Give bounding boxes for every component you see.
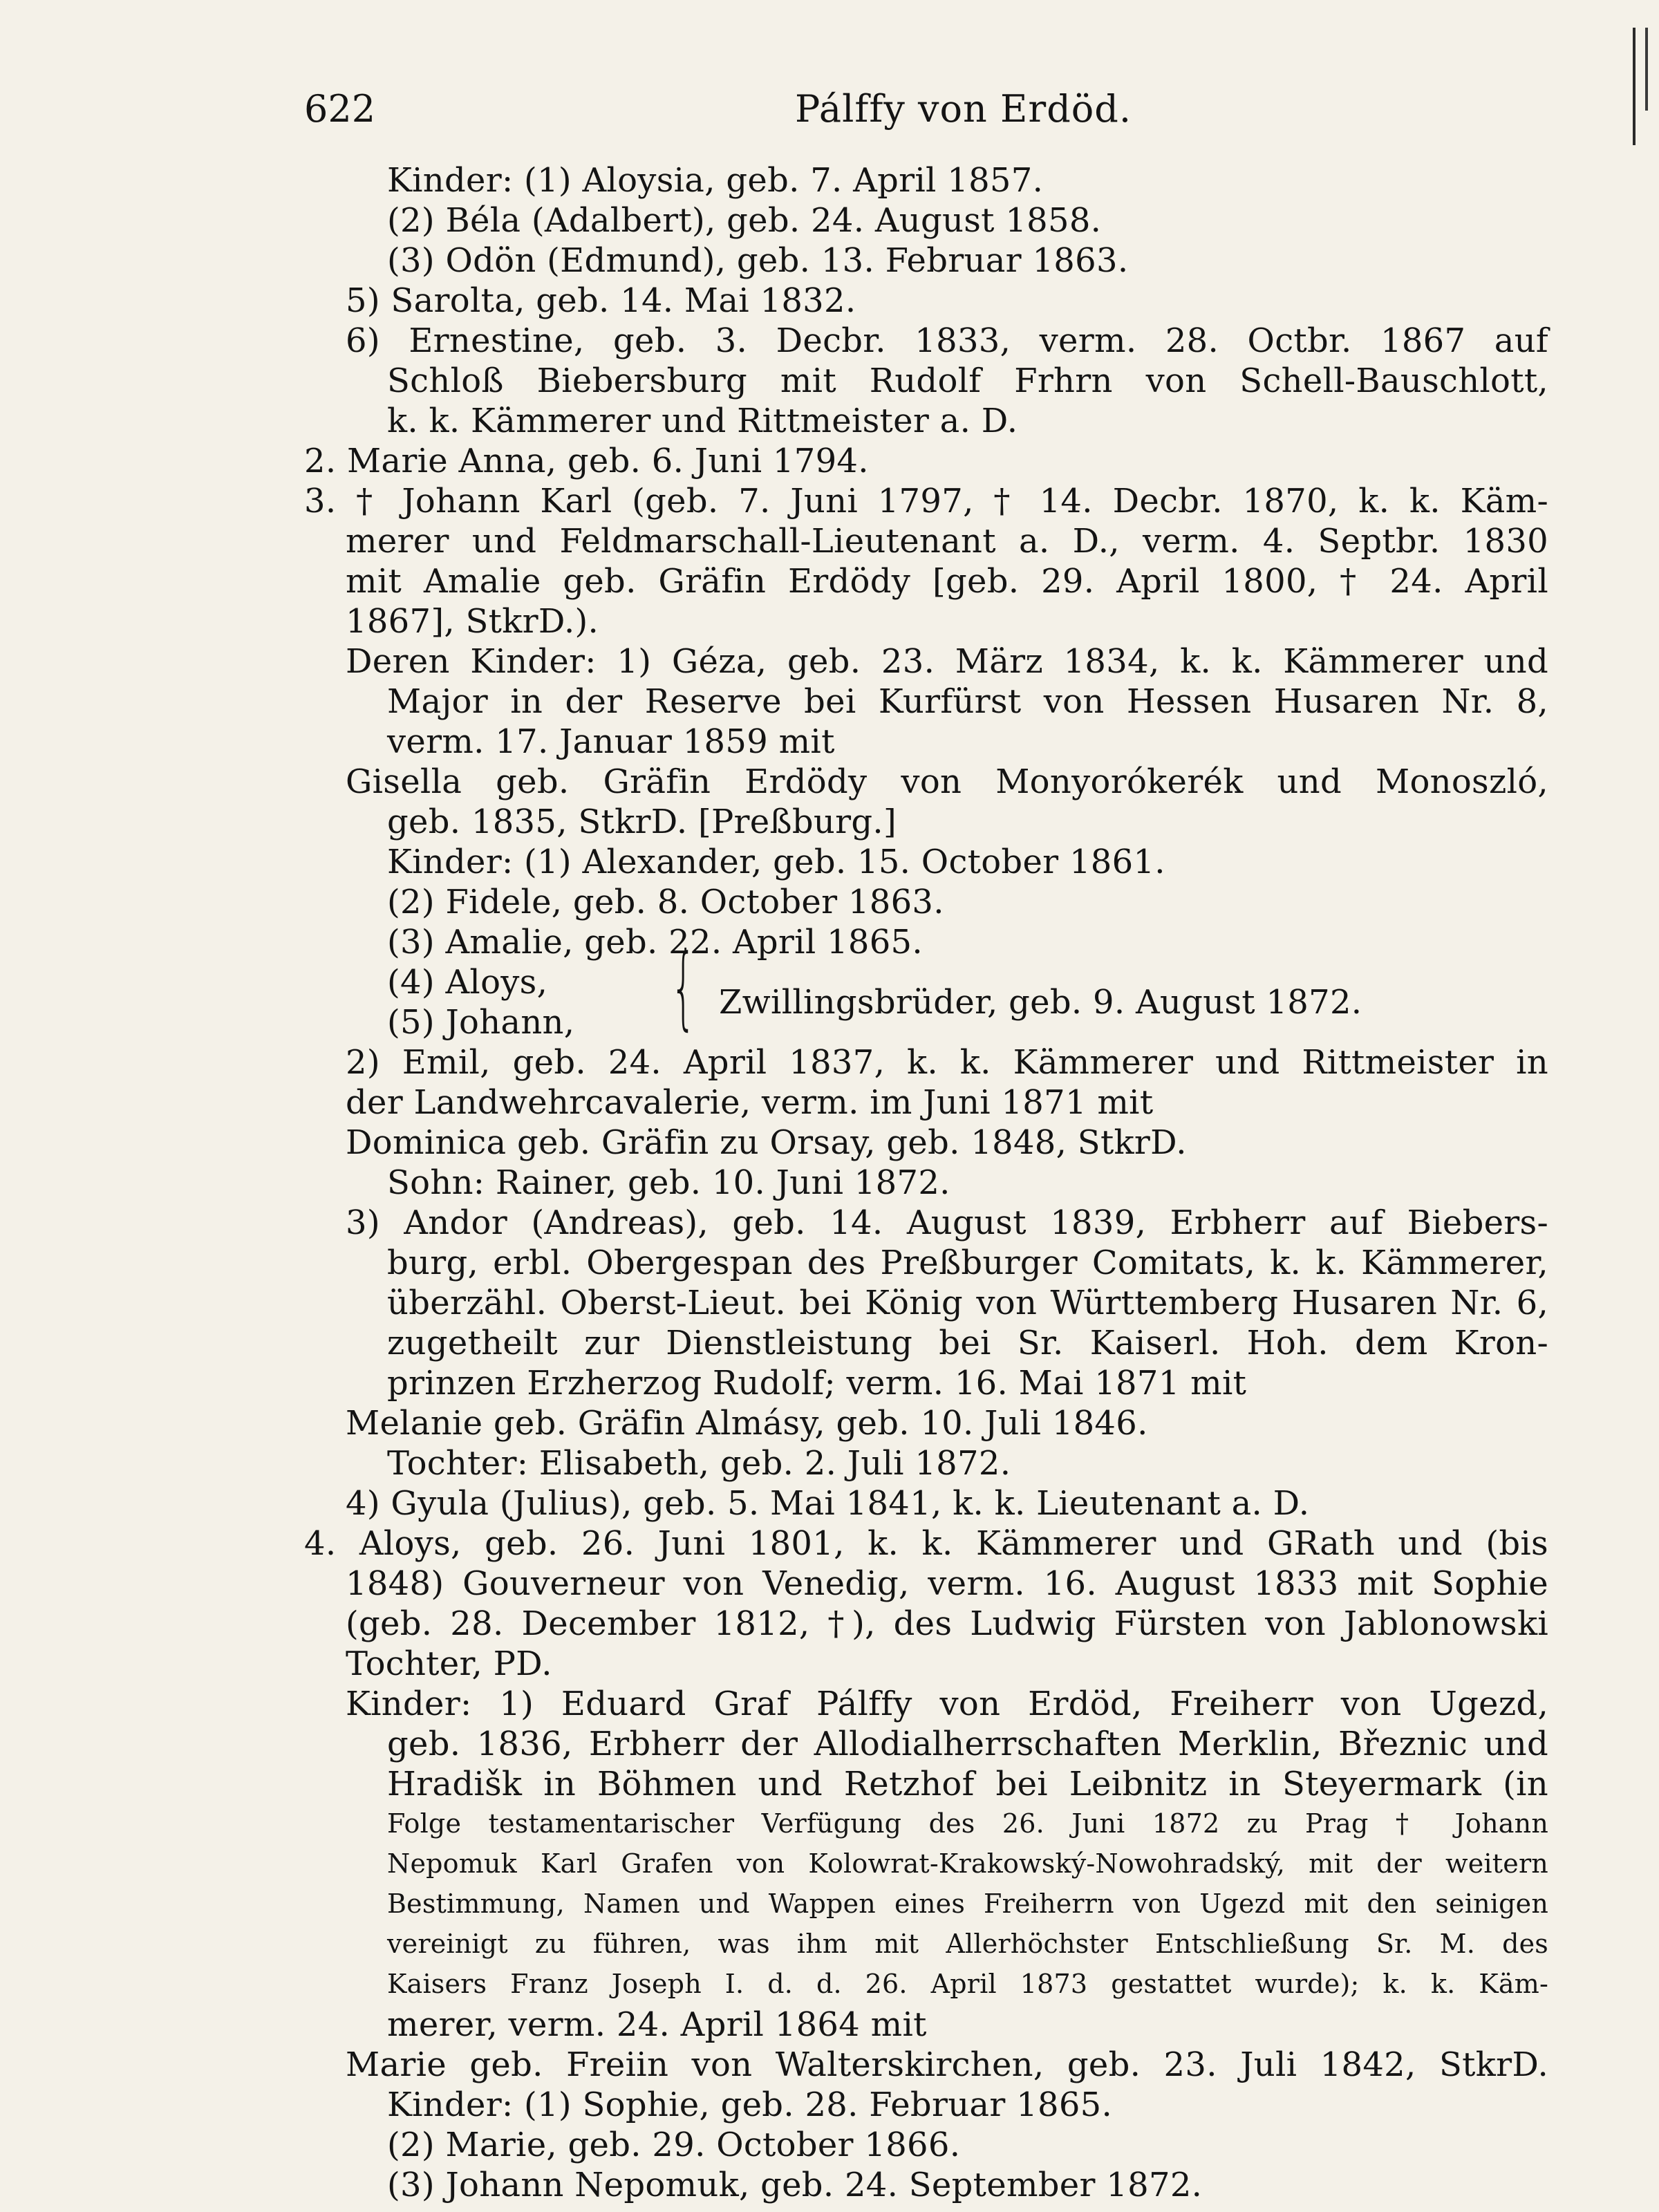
text-line: 4. Aloys, geb. 26. Juni 1801, k. k. Kämmerer und GRath und (bis [304,1524,1548,1563]
text-line: Folge testamentarischer Verfügung des 26. Juni 1872 zu Prag † Johann [387,1808,1548,1839]
text-line: 5) Sarolta, geb. 14. Mai 1832. [346,281,856,320]
text-line: Tochter, PD. [346,1644,552,1683]
text-line: (3) Johann Nepomuk, geb. 24. September 1872. [387,2166,1203,2204]
text-line: 2) Emil, geb. 24. April 1837, k. k. Kämmerer und Rittmeister in [346,1043,1548,1082]
text-line: geb. 1836, Erbherr der Allodialherrschaften Merklin, Březnic und [387,1725,1548,1763]
text-line: 4) Gyula (Julius), geb. 5. Mai 1841, k. k. Lieutenant a. D. [346,1484,1310,1523]
text-line: Deren Kinder: 1) Géza, geb. 23. März 1834, k. k. Kämmerer und [346,642,1548,681]
text-line: Gisella geb. Gräfin Erdödy von Monyorókerék und Monoszló, [346,762,1548,801]
page-edge-mark [1645,28,1648,111]
text-line: Melanie geb. Gräfin Almásy, geb. 10. Juli 1846. [346,1404,1148,1443]
page-number: 622 [304,87,376,131]
text-line: Kinder: (1) Alexander, geb. 15. October 1861. [387,843,1165,881]
text-line: (2) Marie, geb. 29. October 1866. [387,2126,961,2164]
text-line: zugetheilt zur Dienstleistung bei Sr. Kaiserl. Hoh. dem Kron- [387,1324,1548,1362]
text-line: Kinder: 1) Eduard Graf Pálffy von Erdöd, Freiherr von Ugezd, [346,1685,1548,1723]
running-title: Pálffy von Erdöd. [795,87,1132,131]
text-line: (2) Fidele, geb. 8. October 1863. [387,883,944,921]
text-line: k. k. Kämmerer und Rittmeister a. D. [387,402,1018,440]
text-line: merer und Feldmarschall-Lieutenant a. D., verm. 4. Septbr. 1830 [346,522,1548,561]
text-line: Major in der Reserve bei Kurfürst von Hessen Husaren Nr. 8, [387,682,1548,721]
text-line: Tochter: Elisabeth, geb. 2. Juli 1872. [387,1444,1011,1483]
text-line: Kaisers Franz Joseph I. d. d. 26. April 1873 gestattet wurde); k. k. Käm- [387,1969,1548,1999]
text-line: Dominica geb. Gräfin zu Orsay, geb. 1848, StkrD. [346,1123,1187,1162]
page-edge-mark [1633,28,1635,145]
text-line: 1867], StkrD.). [346,602,599,641]
text-line: (4) Aloys, [387,963,548,1002]
text-line: 2. Marie Anna, geb. 6. Juni 1794. [304,442,869,480]
text-line: Zwillingsbrüder, geb. 9. August 1872. [719,983,1362,1022]
text-line: Hradišk in Böhmen und Retzhof bei Leibnitz in Steyermark (in [387,1765,1548,1803]
text-line: (3) Odön (Edmund), geb. 13. Februar 1863. [387,241,1129,280]
text-line: (5) Johann, [387,1003,575,1042]
text-line: 6) Ernestine, geb. 3. Decbr. 1833, verm. 28. Octbr. 1867 auf [346,321,1548,360]
text-line: Bestimmung, Namen und Wappen eines Freiherrn von Ugezd mit den seinigen [387,1888,1548,1919]
text-line: 3) Andor (Andreas), geb. 14. August 1839, Erbherr auf Biebers- [346,1203,1548,1242]
text-line: der Landwehrcavalerie, verm. im Juni 1871 mit [346,1083,1154,1122]
text-line: Sohn: Rainer, geb. 10. Juni 1872. [387,1163,950,1202]
text-line: geb. 1835, StkrD. [Preßburg.] [387,803,897,841]
text-line: merer, verm. 24. April 1864 mit [387,2005,927,2044]
text-line: (geb. 28. December 1812, †), des Ludwig Fürsten von Jablonowski [346,1604,1548,1643]
text-line: Nepomuk Karl Grafen von Kolowrat-Krakowský-Nowohradský, mit der weitern [387,1848,1548,1879]
text-line: prinzen Erzherzog Rudolf; verm. 16. Mai 1871 mit [387,1364,1247,1403]
twin-brace-mark: { [671,935,697,1040]
text-line: (3) Amalie, geb. 22. April 1865. [387,923,923,962]
text-line: vereinigt zu führen, was ihm mit Allerhöchster Entschließung Sr. M. des [387,1929,1548,1959]
text-line: (2) Béla (Adalbert), geb. 24. August 1858. [387,201,1102,240]
text-line: 1848) Gouverneur von Venedig, verm. 16. August 1833 mit Sophie [346,1564,1548,1603]
text-line: 3. † Johann Karl (geb. 7. Juni 1797, † 14. Decbr. 1870, k. k. Käm- [304,482,1548,521]
text-line: Marie geb. Freiin von Walterskirchen, geb. 23. Juli 1842, StkrD. [346,2045,1548,2084]
text-line: mit Amalie geb. Gräfin Erdödy [geb. 29. April 1800, † 24. April [346,562,1548,601]
text-line: verm. 17. Januar 1859 mit [387,722,835,761]
text-line: Kinder: (1) Aloysia, geb. 7. April 1857. [387,161,1044,200]
text-line: burg, erbl. Obergespan des Preßburger Comitats, k. k. Kämmerer, [387,1244,1548,1282]
text-line: Schloß Biebersburg mit Rudolf Frhrn von Schell-Bauschlott, [387,362,1548,400]
text-line: Kinder: (1) Sophie, geb. 28. Februar 1865. [387,2086,1113,2124]
text-line: überzähl. Oberst-Lieut. bei König von Württemberg Husaren Nr. 6, [387,1284,1548,1322]
